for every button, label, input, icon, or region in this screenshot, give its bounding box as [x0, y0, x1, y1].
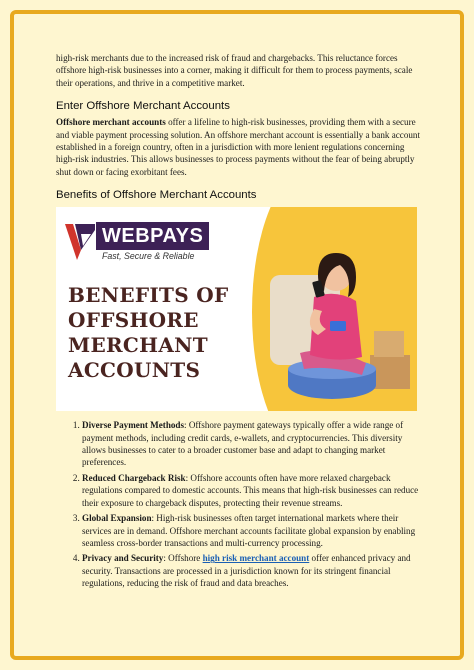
- list-item: [82, 512, 421, 549]
- webpays-tagline: Fast, Secure & Reliable: [102, 251, 195, 262]
- benefits-banner-image: [56, 207, 417, 411]
- headline-line-1: BENEFITS OF: [68, 283, 229, 308]
- intro-paragraph: high-risk merchants due to the increased risk of fraud and chargebacks. This reluctance forces offshore high-risk businesses into a corner, making it difficult for them to process payments, scale their operations, and thrive in a competitive market.: [56, 53, 413, 88]
- benefit-title: Global Expansion: [82, 513, 152, 524]
- headline-line-3: MERCHANT: [68, 333, 208, 358]
- high-risk-merchant-account-link[interactable]: high risk merchant account: [202, 553, 310, 564]
- benefit-text-after-link: offer enhanced privacy and security. Transactions are processed in a jurisdiction known for its stringent financial regulations, reducing the risk of fraud and data breaches.: [82, 553, 411, 589]
- benefits-list: [56, 419, 421, 589]
- benefit-text: : Offshore accounts often have more relaxed chargeback regulations compared to domestic accounts. This means that high-risk businesses can reduce their exposure to chargeback disputes, protecting their revenue streams.: [82, 472, 419, 508]
- benefit-title: Reduced Chargeback Risk: [82, 472, 186, 483]
- offshore-paragraph-text: offer a lifeline to high-risk businesses, providing them with a secure and viable payment processing solution. An offshore merchant account is essentially a bank account established in a foreign country, often in a jurisdiction with more lenient regulations concerning high-risk industries. This allows businesses to process payments without the fear of being abruptly shut down or facing exorbitant fees.: [56, 117, 420, 177]
- list-item: [82, 472, 421, 509]
- heading-enter-offshore: Enter Offshore Merchant Accounts: [56, 100, 230, 113]
- webpays-logo-text: WEBPAYS: [96, 222, 209, 250]
- banner-headline: [68, 283, 258, 383]
- headline-line-2: OFFSHORE: [68, 308, 199, 333]
- heading-benefits: Benefits of Offshore Merchant Accounts: [56, 189, 257, 202]
- page-content: [56, 52, 421, 593]
- headline-line-4: ACCOUNTS: [68, 358, 201, 383]
- offshore-paragraph: [56, 116, 421, 178]
- webpays-logo-icon: [65, 224, 95, 260]
- benefit-text: : High-risk businesses often target international markets where their services are in demand. Offshore merchant accounts facilitate global expansion by enabling seamless cross-border transactions and multi-currency processing.: [82, 513, 416, 548]
- offshore-lead-bold: Offshore merchant accounts: [56, 117, 166, 128]
- benefit-text: : Offshore payment gateways typically offer a wide range of payment methods, including credit cards, e-wallets, and cryptocurrencies. This diversity allows businesses to cater to a broader customer base and adapt to changing market preferences.: [82, 420, 404, 468]
- benefit-text-before-link: : Offshore: [163, 553, 203, 564]
- list-item: [82, 552, 421, 589]
- woman-with-phone-illustration: [270, 235, 410, 405]
- benefit-title: Diverse Payment Methods: [82, 420, 185, 431]
- benefit-title: Privacy and Security: [82, 553, 164, 564]
- list-item: [82, 419, 421, 469]
